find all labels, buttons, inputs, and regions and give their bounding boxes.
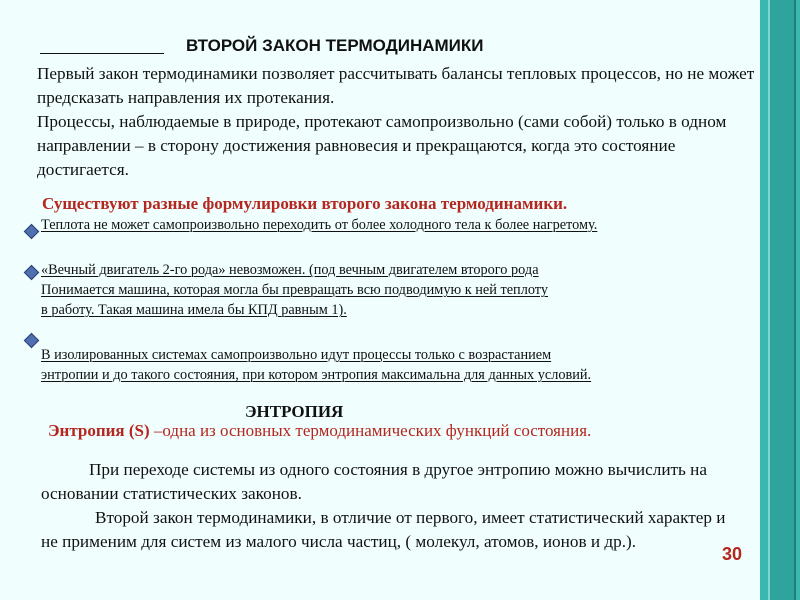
- formulation-line: в работу. Такая машина имела бы КПД равным 1).: [41, 302, 347, 318]
- formulation-item-1: [41, 215, 597, 235]
- entropy-definition: [48, 421, 591, 441]
- formulation-line: энтропии и до такого состояния, при котором энтропия максимальна для данных условий.: [41, 367, 592, 383]
- right-decor-bar: [760, 0, 800, 600]
- intro-paragraph-1: Первый закон термодинамики позволяет рассчитывать балансы тепловых процессов, но не может предсказать направления их протекания.: [37, 64, 755, 107]
- entropy-paragraph-2: Второй закон термодинамики, в отличие от первого, имеет статистический характер и не применим для систем из малого числа частиц, ( молекул, атомов, ионов и др.).: [41, 508, 726, 551]
- formulation-line: Понимается машина, которая могла бы превращать всю подводимую к ней теплоту: [41, 282, 549, 298]
- title-text: ВТОРОЙ ЗАКОН ТЕРМОДИНАМИКИ: [186, 36, 484, 55]
- bullet-diamond-icon: [24, 333, 40, 349]
- formulation-item-2: [41, 260, 548, 320]
- formulation-line: «Вечный двигатель 2-го рода» невозможен. (под вечным двигателем второго рода: [41, 262, 539, 278]
- right-decor-stripe: [768, 0, 796, 600]
- entropy-text-block: [41, 458, 741, 554]
- intro-paragraph-2: Процессы, наблюдаемые в природе, протекают самопроизвольно (сами собой) только в одном направлении – в сторону достижения равновесия и прекращаются, когда это состояние достигается.: [37, 112, 727, 179]
- page-number: 30: [722, 544, 743, 564]
- formulation-line: Теплота не может самопроизвольно переходить от более холодного тела к более нагретому.: [41, 217, 598, 233]
- bullet-diamond-icon: [24, 265, 40, 281]
- page-title: [40, 36, 560, 56]
- bullet-diamond-icon: [24, 224, 40, 240]
- entropy-paragraph-1: При переходе системы из одного состояния в другое энтропию можно вычислить на основании статистических законов.: [41, 460, 707, 503]
- formulations-heading: Существуют разные формулировки второго закона термодинамики.: [42, 194, 568, 213]
- entropy-heading: ЭНТРОПИЯ: [245, 402, 344, 421]
- entropy-term: Энтропия (S): [48, 421, 150, 440]
- formulation-item-3: [41, 345, 591, 385]
- formulation-line: В изолированных системах самопроизвольно идут процессы только с возрастанием: [41, 347, 552, 363]
- entropy-definition-text: –одна из основных термодинамических функций состояния.: [149, 421, 592, 440]
- title-underline: [40, 53, 164, 54]
- intro-block: [37, 62, 757, 182]
